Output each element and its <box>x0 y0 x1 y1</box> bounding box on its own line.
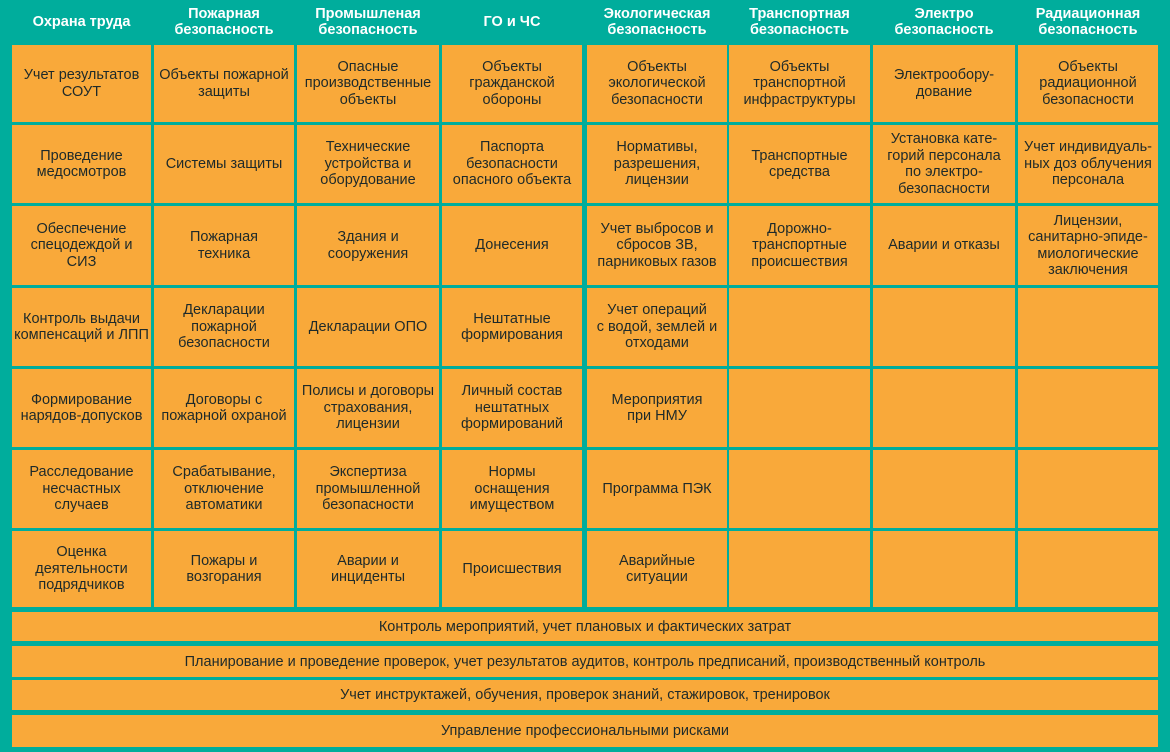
grid-cell: Полисы и договоры страхования, лицензии <box>297 369 439 447</box>
grid-cell: Нормы оснащения имуществом <box>442 450 582 528</box>
column-header: Охрана труда <box>32 14 131 30</box>
shared-process-bar: Учет инструктажей, обучения, проверок знаний, стажировок, тренировок <box>12 680 1158 710</box>
grid-cell: Аварии и отказы <box>873 206 1015 285</box>
empty-grid-cell <box>873 288 1015 366</box>
shared-process-bar: Планирование и проведение проверок, учет результатов аудитов, контроль предписаний, производственный контроль <box>12 646 1158 677</box>
grid-cell: Учет операций с водой, землей и отходами <box>587 288 727 366</box>
column-header: Пожарная безопасность <box>174 6 274 38</box>
grid-cell: Происшествия <box>442 531 582 607</box>
grid-cell: Декларации ОПО <box>297 288 439 366</box>
grid-cell: Договоры с пожарной охраной <box>154 369 294 447</box>
grid-cell: Опасные производственные объекты <box>297 45 439 122</box>
empty-grid-cell <box>729 288 870 366</box>
column-header: Промышленая безопасность <box>315 6 421 38</box>
grid-cell: Пожары и возгорания <box>154 531 294 607</box>
grid-cell: Программа ПЭК <box>587 450 727 528</box>
grid-cell: Контроль выдачи компенсаций и ЛПП <box>12 288 151 366</box>
column-header: Экологическая безопасность <box>603 6 711 38</box>
empty-grid-cell <box>873 531 1015 607</box>
empty-grid-cell <box>729 450 870 528</box>
grid-cell: Формирование нарядов-допусков <box>12 369 151 447</box>
grid-cell: Здания и сооружения <box>297 206 439 285</box>
column-header: ГО и ЧС <box>483 14 541 30</box>
empty-grid-cell <box>1018 531 1158 607</box>
grid-cell: Расследование несчастных случаев <box>12 450 151 528</box>
grid-cell: Аварийные ситуации <box>587 531 727 607</box>
grid-cell: Учет индивидуаль- ных доз облучения персонала <box>1018 125 1158 203</box>
empty-grid-cell <box>1018 288 1158 366</box>
grid-cell: Донесения <box>442 206 582 285</box>
grid-cell: Оценка деятельности подрядчиков <box>12 531 151 607</box>
column-header: Радиационная безопасность <box>1035 6 1141 38</box>
empty-grid-cell <box>873 369 1015 447</box>
grid-cell: Технические устройства и оборудование <box>297 125 439 203</box>
grid-cell: Нештатные формирования <box>442 288 582 366</box>
shared-process-bar: Контроль мероприятий, учет плановых и фактических затрат <box>12 612 1158 641</box>
grid-cell: Электрообору- дование <box>873 45 1015 122</box>
grid-cell: Объекты транспортной инфраструктуры <box>729 45 870 122</box>
grid-cell: Срабатывание, отключение автоматики <box>154 450 294 528</box>
grid-cell: Пожарная техника <box>154 206 294 285</box>
empty-grid-cell <box>1018 369 1158 447</box>
grid-cell: Аварии и инциденты <box>297 531 439 607</box>
grid-cell: Нормативы, разрешения, лицензии <box>587 125 727 203</box>
grid-cell: Лицензии, санитарно-эпиде- миологические заключения <box>1018 206 1158 285</box>
empty-grid-cell <box>1018 450 1158 528</box>
grid-cell: Мероприятия при НМУ <box>587 369 727 447</box>
column-header: Транспортная безопасность <box>749 6 850 38</box>
grid-cell: Паспорта безопасности опасного объекта <box>442 125 582 203</box>
column-header: Электро безопасность <box>894 6 994 38</box>
grid-cell: Учет результатов СОУТ <box>12 45 151 122</box>
grid-cell: Личный состав нештатных формирований <box>442 369 582 447</box>
grid-cell: Проведение медосмотров <box>12 125 151 203</box>
grid-cell: Объекты экологической безопасности <box>587 45 727 122</box>
grid-cell: Объекты гражданской обороны <box>442 45 582 122</box>
grid-cell: Транспортные средства <box>729 125 870 203</box>
grid-cell: Учет выбросов и сбросов ЗВ, парниковых газов <box>587 206 727 285</box>
shared-process-bar: Управление профессиональными рисками <box>12 715 1158 747</box>
grid-cell: Объекты пожарной защиты <box>154 45 294 122</box>
grid-cell: Объекты радиационной безопасности <box>1018 45 1158 122</box>
empty-grid-cell <box>729 531 870 607</box>
grid-cell: Экспертиза промышленной безопасности <box>297 450 439 528</box>
grid-cell: Декларации пожарной безопасности <box>154 288 294 366</box>
grid-cell: Обеспечение спецодеждой и СИЗ <box>12 206 151 285</box>
header-row <box>0 0 1170 44</box>
empty-grid-cell <box>729 369 870 447</box>
empty-grid-cell <box>873 450 1015 528</box>
grid-cell: Системы защиты <box>154 125 294 203</box>
grid-cell: Установка катe- горий персонала по электро- безопасности <box>873 125 1015 203</box>
grid-cell: Дорожно- транспортные происшествия <box>729 206 870 285</box>
